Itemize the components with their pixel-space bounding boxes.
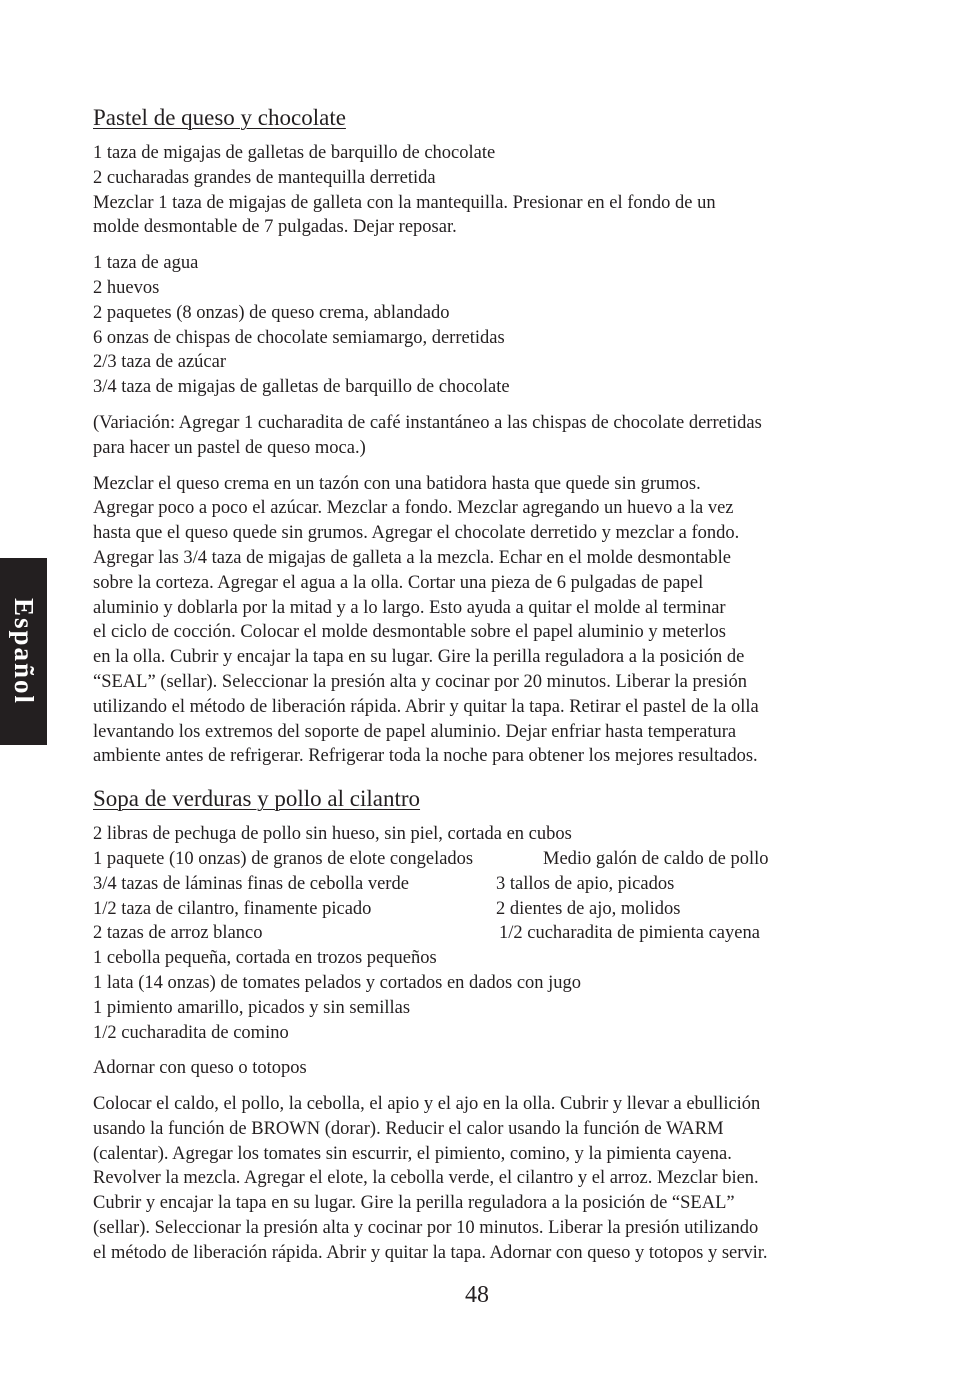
recipe-title-cheesecake: Pastel de queso y chocolate [93,105,346,130]
ingredient-right: 1/2 cucharadita de pimienta cayena [499,923,760,944]
instruction-line: usando la función de BROWN (dorar). Reducir el calor usando la función de WARM [93,1118,724,1139]
ingredient-row [93,946,853,971]
ingredient-left: 2 tazas de arroz blanco [93,923,263,944]
ingredient-line: 2 paquetes (8 onzas) de queso crema, ablandado [93,302,450,323]
instruction-line: en la olla. Cubrir y encajar la tapa en su lugar. Gire la perilla reguladora a la posición de [93,647,745,668]
ingredient-row [93,971,853,996]
instruction-line: levantando los extremos del soporte de papel aluminio. Dejar enfriar hasta temperatura [93,721,737,742]
garnish-note [93,1056,853,1081]
garnish-line: Adornar con queso o totopos [93,1058,307,1079]
ingredient-left: 1 lata (14 onzas) de tomates pelados y cortados en dados con jugo [93,972,582,993]
ingredient-line: 3/4 taza de migajas de galletas de barquillo de chocolate [93,377,510,398]
ingredient-line: 2 huevos [93,277,160,298]
ingredient-left: 1/2 taza de cilantro, finamente picado [93,898,372,919]
instruction-line: sobre la corteza. Agregar el agua a la olla. Cortar una pieza de 6 pulgadas de papel [93,572,704,593]
instruction-line: aluminio y doblarla por la mitad y a lo largo. Esto ayuda a quitar el molde al terminar [93,597,726,618]
ingredient-left: 1/2 cucharadita de comino [93,1022,289,1043]
instruction-line: (sellar). Seleccionar la presión alta y cocinar por 10 minutos. Liberar la presión utilizando [93,1218,759,1239]
instruction-line: hasta que el queso quede sin grumos. Agregar el chocolate derretido y mezclar a fondo. [93,523,740,544]
variation-note [93,411,853,461]
ingredient-line: 2 cucharadas grandes de mantequilla derretida [93,167,436,188]
ingredient-row [93,996,853,1021]
filling-ingredients [93,251,853,400]
instruction-line: Revolver la mezcla. Agregar el elote, la cebolla verde, el cilantro y el arroz. Mezclar bien. [93,1168,759,1189]
instruction-line: Agregar las 3/4 taza de migajas de galleta a la mezcla. Echar en el molde desmontable [93,547,731,568]
instruction-line: Agregar poco a poco el azúcar. Mezclar a fondo. Mezclar agregando un huevo a la vez [93,498,734,519]
ingredient-line: 2/3 taza de azúcar [93,352,227,373]
cheesecake-instructions [93,472,853,770]
ingredient-row [93,921,853,946]
ingredient-right: 2 dientes de ajo, molidos [496,898,681,919]
ingredient-row [93,897,853,922]
instruction-line: Cubrir y encajar la tapa en su lugar. Gire la perilla reguladora a la posición de “SEAL” [93,1193,735,1214]
ingredient-right: 3 tallos de apio, picados [496,873,675,894]
soup-instructions [93,1092,853,1266]
ingredient-left: 1 paquete (10 onzas) de granos de elote congelados [93,848,474,869]
variation-line: (Variación: Agregar 1 cucharadita de café instantáneo a las chispas de chocolate derretidas [93,412,762,433]
language-tab [0,558,47,745]
ingredient-right: Medio galón de caldo de pollo [543,848,769,869]
crust-section [93,141,853,240]
instruction-line: el ciclo de cocción. Colocar el molde desmontable sobre el papel aluminio y meterlos [93,622,726,643]
soup-ingredients [93,822,853,1045]
instruction-line: utilizando el método de liberación rápida. Abrir y quitar la tapa. Retirar el pastel de la olla [93,696,759,717]
instruction-line: Mezclar 1 taza de migajas de galleta con la mantequilla. Presionar en el fondo de un [93,192,716,213]
instruction-line: (calentar). Agregar los tomates sin escurrir, el pimiento, comino, y la pimienta cayena. [93,1143,732,1164]
instruction-line: el método de liberación rápida. Abrir y quitar la tapa. Adornar con queso y totopos y servir. [93,1242,768,1263]
variation-line: para hacer un pastel de queso moca.) [93,437,366,458]
instruction-line: “SEAL” (sellar). Seleccionar la presión alta y cocinar por 20 minutos. Liberar la presión [93,671,747,692]
recipe-title-soup: Sopa de verduras y pollo al cilantro [93,786,421,812]
ingredient-left: 1 pimiento amarillo, picados y sin semillas [93,997,411,1018]
ingredient-row [93,1021,853,1046]
ingredient-line: 1 taza de migajas de galletas de barquillo de chocolate [93,143,496,163]
ingredient-line: 6 onzas de chispas de chocolate semiamargo, derretidas [93,327,505,348]
ingredient-row [93,847,853,872]
instruction-line: Colocar el caldo, el pollo, la cebolla, el apio y el ajo en la olla. Cubrir y llevar a ebullición [93,1094,761,1115]
ingredient-row [93,872,853,897]
page-content [93,104,853,1277]
instruction-line: ambiente antes de refrigerar. Refrigerar toda la noche para obtener los mejores resultados. [93,746,758,767]
ingredient-line: 1 taza de agua [93,253,199,274]
ingredient-left: 1 cebolla pequeña, cortada en trozos pequeños [93,948,437,969]
instruction-line: Mezclar el queso crema en un tazón con una batidora hasta que quede sin grumos. [93,473,701,494]
page-number: 48 [465,1282,489,1308]
instruction-line: molde desmontable de 7 pulgadas. Dejar reposar. [93,217,457,238]
language-tab-label: Español [9,597,39,706]
ingredient-left: 3/4 tazas de láminas finas de cebolla verde [93,873,409,894]
ingredient-row [93,822,853,847]
ingredient-left: 2 libras de pechuga de pollo sin hueso, sin piel, cortada en cubos [93,824,572,845]
